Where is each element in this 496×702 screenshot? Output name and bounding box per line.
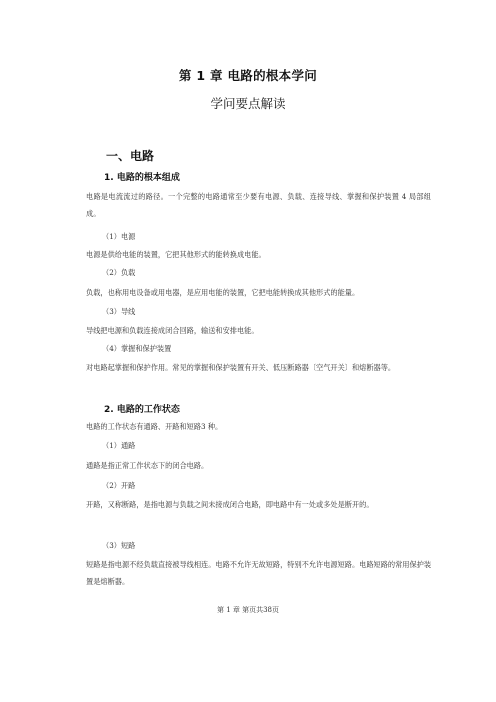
- subsection-heading: 1. 电路的根本组成: [104, 173, 180, 183]
- paragraph: 开路，又称断路，是指电源与负载之间未接成闭合电路，即电路中有一处或多处是断开的。: [86, 500, 374, 509]
- item-label: （1）电源: [102, 232, 136, 241]
- item-label: （1）通路: [102, 441, 136, 450]
- page-footer: 第 1 章 第页共38页: [216, 606, 280, 614]
- paragraph: 电路的工作状态有通路、开路和短路3 种。: [86, 422, 223, 431]
- paragraph: 短路是指电源不经负载直接被导线相连。电路不允许无故短路，特别不允许电源短路。电路短路的常用保护装置是熔断器。: [86, 560, 432, 586]
- paragraph: 电源是供给电能的装置，它把其他形式的能转换成电能。: [86, 250, 266, 259]
- paragraph: 通路是指正常工作状态下的闭合电路。: [86, 461, 209, 470]
- paragraph: 对电路起掌握和保护作用。常见的掌握和保护装置有开关、低压断路器〔空气开关〕和熔断器等。: [86, 363, 396, 372]
- subsection-heading: 2. 电路的工作状态: [104, 405, 180, 415]
- paragraph: 电路是电流流过的路径。一个完整的电路通常至少要有电源、负载、连接导线、掌握和保护装置 4 局部组成。: [86, 192, 431, 218]
- item-label: （2）开路: [102, 481, 136, 490]
- item-label: （3）导线: [102, 307, 136, 316]
- subtitle: 学问要点解读: [210, 96, 286, 111]
- chapter-title: 第 1 章 电路的根本学问: [178, 68, 318, 83]
- paragraph: 负载，也称用电设备或用电器，是应用电能的装置，它把电能转换成其他形式的能量。: [86, 288, 360, 297]
- section-heading: 一、电路: [106, 149, 155, 163]
- paragraph: 导线把电源和负载连接成闭合回路，输送和安排电能。: [86, 326, 259, 335]
- item-label: （4）掌握和保护装置: [102, 344, 172, 353]
- item-label: （3）短路: [102, 541, 136, 550]
- item-label: （2）负载: [102, 268, 136, 277]
